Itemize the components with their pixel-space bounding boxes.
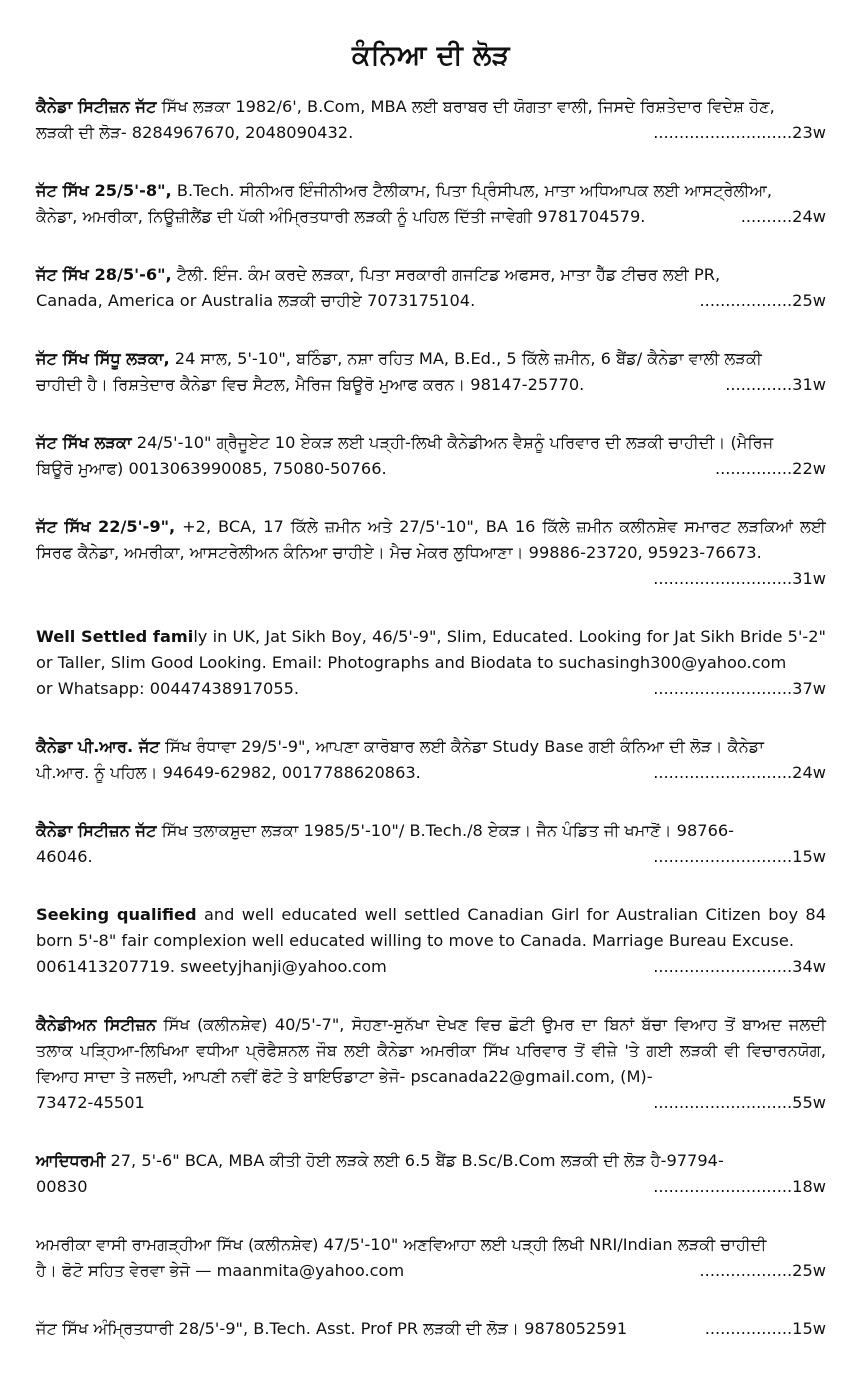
ad-text: [36, 1012, 826, 1090]
ad-body: ਅਮਰੀਕਾ ਵਾਸੀ ਰਾਮਗੜ੍ਹੀਆ ਸਿੱਖ (ਕਲੀਨਸ਼ੇਵ) 47/5'-10" ਅਣਵਿਆਹਾ ਲਈ ਪੜ੍ਹੀ ਲਿਖੀ NRI/Indian ਲੜਕੀ ਚਾਹੀਦੀ: [36, 1235, 767, 1254]
ad-entry: [36, 346, 826, 398]
ad-ref-code: ...........................31w: [653, 569, 826, 588]
ad-entry: [36, 624, 826, 702]
ad-entry: [36, 430, 826, 482]
ad-footer: [36, 1258, 826, 1284]
ad-footer: [36, 204, 826, 230]
ad-lead: ਜੱਟ ਸਿੱਖ 22/5'-9",: [36, 517, 176, 536]
ad-tail: ਲੜਕੀ ਦੀ ਲੋੜ- 8284967670, 2048090432.: [36, 123, 354, 142]
ad-tail: Canada, America or Australia ਲੜਕੀ ਚਾਹੀਏ 7073175104.: [36, 291, 476, 310]
ad-footer: [36, 844, 826, 870]
ad-entry: [36, 734, 826, 786]
ad-ref-code: .................15w: [704, 1319, 826, 1338]
ad-footer: [36, 120, 826, 146]
ad-footer: [36, 954, 826, 980]
ad-body: B.Tech. ਸੀਨੀਅਰ ਇੰਜੀਨੀਅਰ ਟੈਲੀਕਾਮ, ਪਿਤਾ ਪ੍ਰਿੰਸੀਪਲ, ਮਾਤਾ ਅਧਿਆਪਕ ਲਈ ਆਸਟ੍ਰੇਲੀਆ,: [171, 181, 773, 200]
ad-tail: ਪੀ.ਆਰ. ਨੂੰ ਪਹਿਲ। 94649-62982, 0017788620863.: [36, 763, 421, 782]
ad-tail: ਕੈਨੇਡਾ, ਅਮਰੀਕਾ, ਨਿਊਜ਼ੀਲੈਂਡ ਦੀ ਪੱਕੀ ਅੰਮ੍ਰਿਤਧਾਰੀ ਲੜਕੀ ਨੂੰ ਪਹਿਲ ਦਿੱਤੀ ਜਾਵੇਗੀ 9781704579.: [36, 207, 646, 226]
ad-lead: ਕੈਨੇਡਾ ਸਿਟੀਜ਼ਨ ਜੱਟ: [36, 821, 157, 840]
ad-tail: or Whatsapp: 00447438917055.: [36, 679, 300, 698]
ad-lead: ਜੱਟ ਸਿੱਖ 25/5'-8",: [36, 181, 172, 200]
ad-body: ly in UK, Jat Sikh Boy, 46/5'-9", Slim, Educated. Looking for Jat Sikh Bride 5'-2" or Taller, Slim Good Looking. Email: Photographs and Biodata to suchasingh300@yahoo.com: [36, 627, 826, 672]
ad-text: [36, 178, 826, 204]
ad-lead: ਜੱਟ ਸਿੱਖ 28/5'-6",: [36, 265, 172, 284]
ad-lead: Well Settled fami: [36, 627, 194, 646]
ad-text: [36, 1232, 826, 1258]
ad-footer: [36, 1316, 826, 1342]
ad-ref-code: ...............22w: [714, 459, 826, 478]
ad-lead: ਜੱਟ ਸਿੱਖ ਸਿੱਧੂ ਲੜਕਾ,: [36, 349, 170, 368]
ad-entry: [36, 818, 826, 870]
ad-text: [36, 346, 826, 372]
ad-text: [36, 902, 826, 954]
ad-tail: 73472-45501: [36, 1093, 145, 1112]
ad-body: ਸਿੱਖ ਤਲਾਕਸ਼ੁਦਾ ਲੜਕਾ 1985/5'-10"/ B.Tech./8 ਏਕੜ। ਜੈਨ ਪੰਡਿਤ ਜੀ ਖਮਾਣੋਂ। 98766-: [156, 821, 735, 840]
ad-text: [36, 624, 826, 676]
ad-entry: [36, 94, 826, 146]
ad-footer: [36, 1090, 826, 1116]
ad-text: [36, 1148, 826, 1174]
ad-body: +2, BCA, 17 ਕਿੱਲੇ ਜ਼ਮੀਨ ਅਤੇ 27/5'-10", BA 16 ਕਿੱਲੇ ਜ਼ਮੀਨ ਕਲੀਨਸ਼ੇਵ ਸਮਾਰਟ ਲੜਕਿਆਂ ਲਈ ਸਿਰਫ ਕੈਨੇਡਾ, ਅਮਰੀਕਾ, ਆਸਟਰੇਲੀਅਨ ਕੰਨਿਆ ਚਾਹੀਏ। ਮੈਚ ਮੇਕਰ ਲੁਧਿਆਣਾ। 99886-23720, 95923-76673.: [36, 517, 826, 562]
ad-body: ਸਿੱਖ (ਕਲੀਨਸ਼ੇਵ) 40/5'-7", ਸੋਹਣਾ-ਸੁਨੱਖਾ ਦੇਖਣ ਵਿਚ ਛੋਟੀ ਉਮਰ ਦਾ ਬਿਨਾਂ ਬੱਚਾ ਵਿਆਹ ਤੋਂ ਬਾਅਦ ਜਲਦੀ ਤਲਾਕ ਪੜ੍ਹਿਆ-ਲਿਖਿਆ ਵਧੀਆ ਪ੍ਰੋਫੈਸ਼ਨਲ ਜੌਬ ਲਈ ਕੈਨੇਡਾ ਅਮਰੀਕਾ ਸਿੱਖ ਪਰਿਵਾਰ ਤੋਂ ਵੀਜ਼ੇ 'ਤੇ ਗਈ ਲੜਕੀ ਵੀ ਵਿਚਾਰਨਯੋਗ, ਵਿਆਹ ਸਾਦਾ ਤੇ ਜਲਦੀ, ਆਪਣੀ ਨਵੀਂ ਫੋਟੋ ਤੇ ਬਾਇਓਡਾਟਾ ਭੇਜੋ- pscanada22@gmail.com, (M)-: [36, 1015, 827, 1086]
ad-ref-code: .............31w: [725, 375, 826, 394]
ad-ref-code: ...........................37w: [653, 679, 826, 698]
ad-ref-code: ...........................24w: [653, 763, 826, 782]
ad-lead: ਜੱਟ ਸਿੱਖ ਲੜਕਾ: [36, 433, 132, 452]
ad-tail: 46046.: [36, 847, 93, 866]
ad-entry: [36, 262, 826, 314]
ad-tail: ਹੈ। ਫੋਟੋ ਸਹਿਤ ਵੇਰਵਾ ਭੇਜੋ — maanmita@yahoo.com: [36, 1261, 405, 1280]
ad-body: ਸਿੱਖ ਰੰਧਾਵਾ 29/5'-9", ਆਪਣਾ ਕਾਰੋਬਾਰ ਲਈ ਕੈਨੇਡਾ Study Base ਗਈ ਕੰਨਿਆ ਦੀ ਲੋੜ। ਕੈਨੇਡਾ: [159, 737, 764, 756]
ad-entry: [36, 1316, 826, 1342]
ad-tail: ਚਾਹੀਦੀ ਹੈ। ਰਿਸ਼ਤੇਦਾਰ ਕੈਨੇਡਾ ਵਿਚ ਸੈਟਲ, ਮੈਰਿਜ ਬਿਊਰੋ ਮੁਆਫ ਕਰਨ। 98147-25770.: [36, 375, 585, 394]
ad-tail: 00830: [36, 1177, 88, 1196]
ad-footer: [36, 676, 826, 702]
classifieds-page: [36, 38, 826, 1374]
ad-ref-code: ...........................23w: [653, 123, 826, 142]
ad-body: 24 ਸਾਲ, 5'-10", ਬਠਿੰਡਾ, ਨਸ਼ਾ ਰਹਿਤ MA, B.Ed., 5 ਕਿੱਲੇ ਜ਼ਮੀਨ, 6 ਬੈਂਡ/ ਕੈਨੇਡਾ ਵਾਲੀ ਲੜਕੀ: [169, 349, 762, 368]
ad-entry: [36, 902, 826, 980]
ad-text: [36, 514, 826, 566]
ad-entry: [36, 1232, 826, 1284]
ad-lead: ਕੈਨੇਡਾ ਸਿਟੀਜ਼ਨ ਜੱਟ: [36, 97, 157, 116]
ad-ref-code: ..................25w: [699, 1261, 826, 1280]
ad-entry: [36, 178, 826, 230]
ad-lead: ਕੈਨੇਡਾ ਪੀ.ਆਰ. ਜੱਟ: [36, 737, 160, 756]
ad-footer: [36, 456, 826, 482]
ad-ref-code: ...........................55w: [653, 1093, 826, 1112]
page-title: ਕੰਨਿਆ ਦੀ ਲੋੜ: [351, 40, 511, 71]
ad-ref-code: ..................25w: [699, 291, 826, 310]
ads-list: [36, 94, 826, 1342]
ad-ref-code: ...........................34w: [653, 957, 826, 976]
ad-tail: 0061413207719. sweetyjhanji@yahoo.com: [36, 957, 387, 976]
ad-text: [36, 262, 826, 288]
ad-body: ਸਿੱਖ ਲੜਕਾ 1982/6', B.Com, MBA ਲਈ ਬਰਾਬਰ ਦੀ ਯੋਗਤਾ ਵਾਲੀ, ਜਿਸਦੇ ਰਿਸ਼ਤੇਦਾਰ ਵਿਦੇਸ਼ ਹੋਣ,: [156, 97, 775, 116]
ad-body: and well educated well settled Canadian Girl for Australian Citizen boy 84 born 5'-8" fair complexion well educated willing to move to Canada. Marriage Bureau Excuse.: [36, 905, 827, 950]
ad-text: [36, 818, 826, 844]
ad-ref-code: ...........................18w: [653, 1177, 826, 1196]
ad-entry: [36, 514, 826, 592]
ad-footer: [36, 760, 826, 786]
ad-ref-code: ...........................15w: [653, 847, 826, 866]
ad-text: [36, 430, 826, 456]
ad-text: [36, 734, 826, 760]
ad-text: [36, 94, 826, 120]
ad-entry: [36, 1148, 826, 1200]
ad-lead: ਕੈਨੇਡੀਅਨ ਸਿਟੀਜ਼ਨ: [36, 1015, 157, 1034]
ad-lead: Seeking qualified: [36, 905, 197, 924]
ad-lead: ਆਦਿਧਰਮੀ: [36, 1151, 106, 1170]
ad-body: 24/5'-10" ਗ੍ਰੈਜੂਏਟ 10 ਏਕੜ ਲਈ ਪੜ੍ਹੀ-ਲਿਖੀ ਕੈਨੇਡੀਅਨ ਵੈਸ਼ਨੂੰ ਪਰਿਵਾਰ ਦੀ ਲੜਕੀ ਚਾਹੀਦੀ। (ਮੈਰਿਜ: [131, 433, 774, 452]
ad-tail: ਜੱਟ ਸਿੱਖ ਅੰਮ੍ਰਿਤਧਾਰੀ 28/5'-9", B.Tech. Asst. Prof PR ਲੜਕੀ ਦੀ ਲੋੜ। 9878052591: [36, 1319, 628, 1338]
ad-entry: [36, 1012, 826, 1116]
ad-ref-code: ..........24w: [740, 207, 826, 226]
ad-footer: [36, 372, 826, 398]
ad-footer: [36, 288, 826, 314]
ad-body: ਟੈਲੀ. ਇੰਜ. ਕੰਮ ਕਰਦੇ ਲੜਕਾ, ਪਿਤਾ ਸਰਕਾਰੀ ਗਜਟਿਡ ਅਫਸਰ, ਮਾਤਾ ਹੈੱਡ ਟੀਚਰ ਲਈ PR,: [171, 265, 721, 284]
ad-body: 27, 5'-6" BCA, MBA ਕੀਤੀ ਹੋਈ ਲੜਕੇ ਲਈ 6.5 ਬੈਂਡ B.Sc/B.Com ਲੜਕੀ ਦੀ ਲੋੜ ਹੈ-97794-: [105, 1151, 724, 1170]
ad-footer: [36, 1174, 826, 1200]
ad-tail: ਬਿਊਰੋ ਮੁਆਫ) 0013063990085, 75080-50766.: [36, 459, 387, 478]
